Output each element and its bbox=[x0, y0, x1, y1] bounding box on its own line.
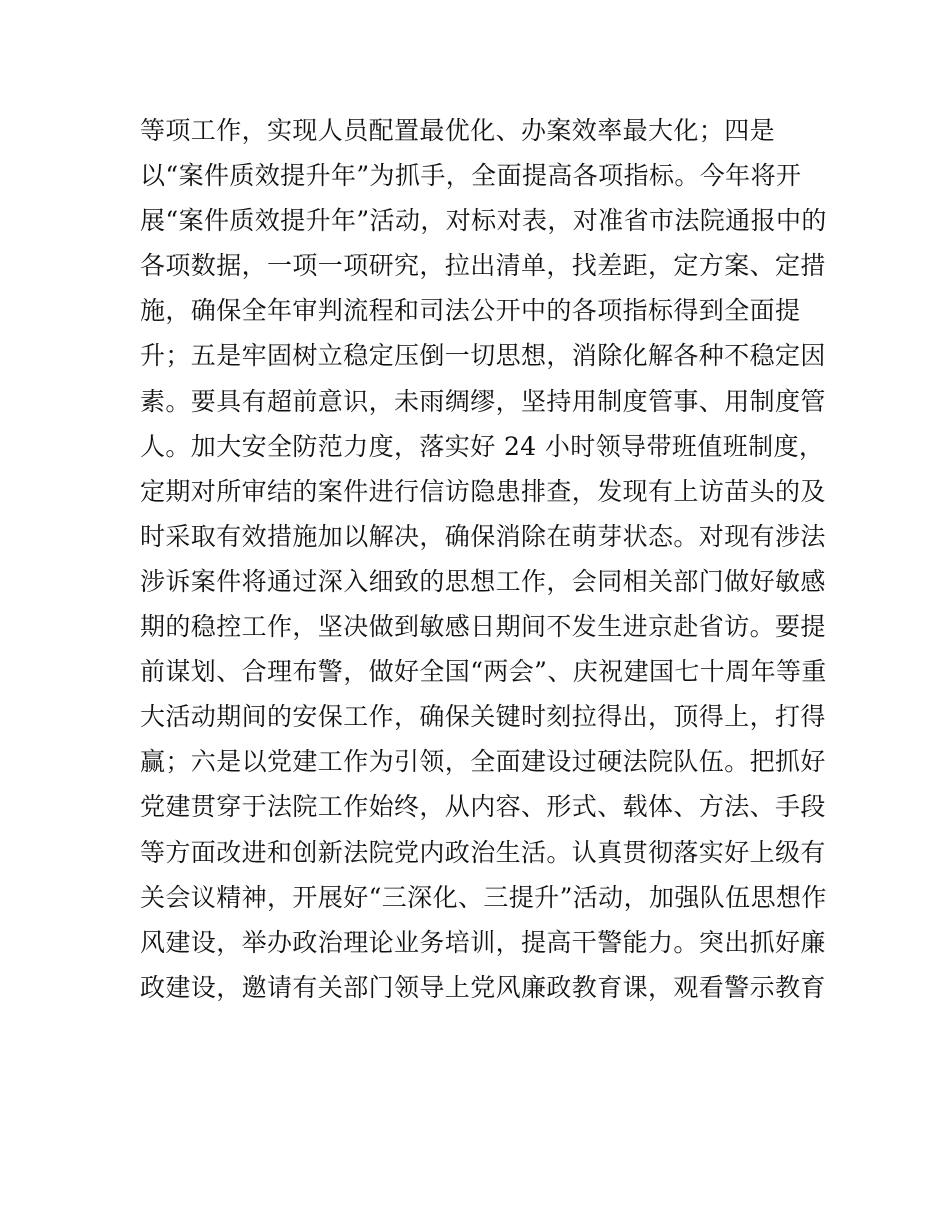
text-line: 时采取有效措施加以解决，确保消除在萌芽状态。对现有涉法 bbox=[140, 521, 826, 551]
text-line: 施，确保全年审判流程和司法公开中的各项指标得到全面提 bbox=[140, 296, 801, 326]
text-line: 风建设，举办政治理论业务培训，提高干警能力。突出抓好廉 bbox=[140, 927, 826, 957]
text-line: 定期对所审结的案件进行信访隐患排查，发现有上访苗头的及 bbox=[140, 476, 826, 506]
text-line: 前谋划、合理布警，做好全国“两会”、庆祝建国七十周年等重 bbox=[140, 657, 827, 687]
text-line: 关会议精神，开展好“三深化、三提升”活动，加强队伍思想作 bbox=[140, 882, 827, 912]
text-line: 升；五是牢固树立稳定压倒一切思想，消除化解各种不稳定因 bbox=[140, 341, 826, 371]
text-line: 涉诉案件将通过深入细致的思想工作，会同相关部门做好敏感 bbox=[140, 566, 826, 596]
text-line: 以“案件质效提升年”为抓手，全面提高各项指标。今年将开 bbox=[140, 161, 802, 191]
body-text bbox=[140, 108, 830, 1010]
text-line: 等项工作，实现人员配置最优化、办案效率最大化；四是 bbox=[140, 116, 776, 145]
text-line: 大活动期间的安保工作，确保关键时刻拉得出，顶得上，打得 bbox=[140, 702, 826, 732]
text-line: 展“案件质效提升年”活动，对标对表，对准省市法院通报中的 bbox=[140, 206, 827, 236]
text-line: 素。要具有超前意识，未雨绸缪，坚持用制度管事、用制度管 bbox=[140, 386, 826, 416]
text-line: 政建设，邀请有关部门领导上党风廉政教育课，观看警示教育 bbox=[140, 972, 826, 1002]
text-line: 期的稳控工作，坚决做到敏感日期间不发生进京赴省访。要提 bbox=[140, 612, 826, 642]
text-line: 党建贯穿于法院工作始终，从内容、形式、载体、方法、手段 bbox=[140, 792, 826, 822]
text-line: 赢；六是以党建工作为引领，全面建设过硬法院队伍。把抓好 bbox=[140, 747, 826, 777]
text-line: 人。加大安全防范力度，落实好 24 小时领导带班值班制度， bbox=[140, 431, 825, 461]
text-line: 各项数据，一项一项研究，拉出清单，找差距，定方案、定措 bbox=[140, 251, 826, 281]
text-line: 等方面改进和创新法院党内政治生活。认真贯彻落实好上级有 bbox=[140, 837, 826, 867]
